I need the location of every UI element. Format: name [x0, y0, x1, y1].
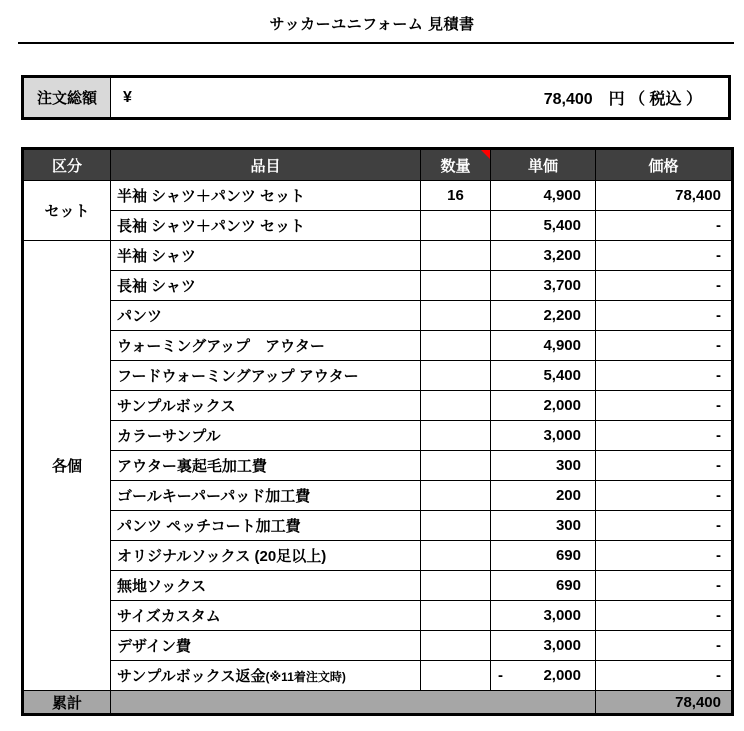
table-row: [23, 211, 733, 241]
table-row: [23, 481, 733, 511]
unit-price-value: 2,000: [543, 667, 581, 684]
order-total-amount-group: [544, 86, 702, 109]
unit-price-cell: 3,700: [491, 271, 596, 301]
qty-cell: [421, 601, 491, 631]
unit-price-cell: 3,000: [491, 601, 596, 631]
quotation-table: [21, 147, 734, 716]
qty-cell: [421, 631, 491, 661]
item-cell: 長袖 シャツ: [111, 271, 421, 301]
item-cell: ゴールキーパーパッド加工費: [111, 481, 421, 511]
table-row: [23, 601, 733, 631]
unit-price-cell: 690: [491, 571, 596, 601]
item-cell: フードウォーミングアップ アウター: [111, 361, 421, 391]
table-row: [23, 391, 733, 421]
unit-price-cell: 2,200: [491, 301, 596, 331]
qty-cell: [421, 661, 491, 691]
qty-cell: [421, 241, 491, 271]
price-cell: -: [596, 451, 733, 481]
unit-price-cell: 4,900: [491, 181, 596, 211]
table-row: [23, 181, 733, 211]
table-row: [23, 451, 733, 481]
item-cell: [111, 661, 421, 691]
table-row: [23, 301, 733, 331]
table-row: [23, 511, 733, 541]
price-cell: -: [596, 601, 733, 631]
qty-cell: [421, 271, 491, 301]
price-cell: -: [596, 331, 733, 361]
col-header-unit-price: 単価: [491, 149, 596, 181]
col-header-qty: [421, 149, 491, 181]
price-cell: -: [596, 421, 733, 451]
price-cell: -: [596, 631, 733, 661]
item-cell: アウター裏起毛加工費: [111, 451, 421, 481]
price-cell: -: [596, 361, 733, 391]
qty-cell: [421, 421, 491, 451]
order-total-unit: 円 （ 税込 ）: [608, 91, 702, 108]
item-note: (※11着注文時): [265, 670, 346, 684]
price-cell: 78,400: [596, 181, 733, 211]
unit-price-cell: 200: [491, 481, 596, 511]
cell-note-icon[interactable]: [481, 150, 490, 159]
category-cell-set: セット: [23, 181, 111, 241]
item-cell: カラーサンプル: [111, 421, 421, 451]
table-row: [23, 541, 733, 571]
minus-sign: -: [498, 667, 503, 684]
price-cell: -: [596, 211, 733, 241]
price-cell: -: [596, 541, 733, 571]
unit-price-cell: 3,200: [491, 241, 596, 271]
qty-cell: [421, 301, 491, 331]
total-row-label: 累計: [23, 691, 111, 715]
table-header: [23, 149, 733, 181]
unit-price-cell: 3,000: [491, 631, 596, 661]
item-cell: パンツ ペッチコート加工費: [111, 511, 421, 541]
price-cell: -: [596, 271, 733, 301]
qty-cell: 16: [421, 181, 491, 211]
item-cell: 無地ソックス: [111, 571, 421, 601]
price-cell: -: [596, 301, 733, 331]
unit-price-cell: 3,000: [491, 421, 596, 451]
table-row: [23, 661, 733, 691]
item-cell: 半袖 シャツ: [111, 241, 421, 271]
title-divider: [18, 42, 734, 44]
order-total-amount: 78,400: [543, 91, 593, 108]
item-cell: サイズカスタム: [111, 601, 421, 631]
table-row: [23, 331, 733, 361]
qty-cell: [421, 571, 491, 601]
col-header-item: 品目: [111, 149, 421, 181]
unit-price-cell: 4,900: [491, 331, 596, 361]
unit-price-cell: 5,400: [491, 211, 596, 241]
unit-price-cell-negative: [491, 661, 596, 691]
unit-price-cell: 5,400: [491, 361, 596, 391]
item-cell: 半袖 シャツ＋パンツ セット: [111, 181, 421, 211]
table-row: [23, 241, 733, 271]
unit-price-cell: 300: [491, 511, 596, 541]
unit-price-cell: 300: [491, 451, 596, 481]
price-cell: -: [596, 481, 733, 511]
order-total-label: 注文総額: [23, 77, 111, 119]
item-cell: ウォーミングアップ アウター: [111, 331, 421, 361]
col-header-qty-label: 数量: [440, 157, 471, 175]
qty-cell: [421, 331, 491, 361]
order-total-box: [21, 75, 731, 120]
total-row-amount: 78,400: [596, 691, 733, 715]
category-cell-individual: 各個: [23, 241, 111, 691]
qty-cell: [421, 511, 491, 541]
table-row: [23, 271, 733, 301]
order-total-value-cell: [111, 77, 730, 119]
col-header-price: 価格: [596, 149, 733, 181]
qty-cell: [421, 211, 491, 241]
qty-cell: [421, 361, 491, 391]
currency-symbol: ¥: [123, 88, 132, 106]
item-label: サンプルボックス返金: [117, 668, 266, 685]
price-cell: -: [596, 661, 733, 691]
col-header-category: 区分: [23, 149, 111, 181]
qty-cell: [421, 391, 491, 421]
price-cell: -: [596, 391, 733, 421]
qty-cell: [421, 541, 491, 571]
unit-price-cell: 690: [491, 541, 596, 571]
qty-cell: [421, 451, 491, 481]
price-cell: -: [596, 241, 733, 271]
item-cell: パンツ: [111, 301, 421, 331]
total-row: [23, 691, 733, 715]
table-row: [23, 361, 733, 391]
item-cell: 長袖 シャツ＋パンツ セット: [111, 211, 421, 241]
page-title: サッカーユニフォーム 見積書: [269, 16, 475, 33]
table-row: [23, 571, 733, 601]
price-cell: -: [596, 511, 733, 541]
price-cell: -: [596, 571, 733, 601]
total-row-spacer: [111, 691, 596, 715]
table-row: [23, 421, 733, 451]
item-cell: オリジナルソックス (20足以上): [111, 541, 421, 571]
unit-price-cell: 2,000: [491, 391, 596, 421]
item-cell: デザイン費: [111, 631, 421, 661]
item-cell: サンプルボックス: [111, 391, 421, 421]
table-row: [23, 631, 733, 661]
qty-cell: [421, 481, 491, 511]
